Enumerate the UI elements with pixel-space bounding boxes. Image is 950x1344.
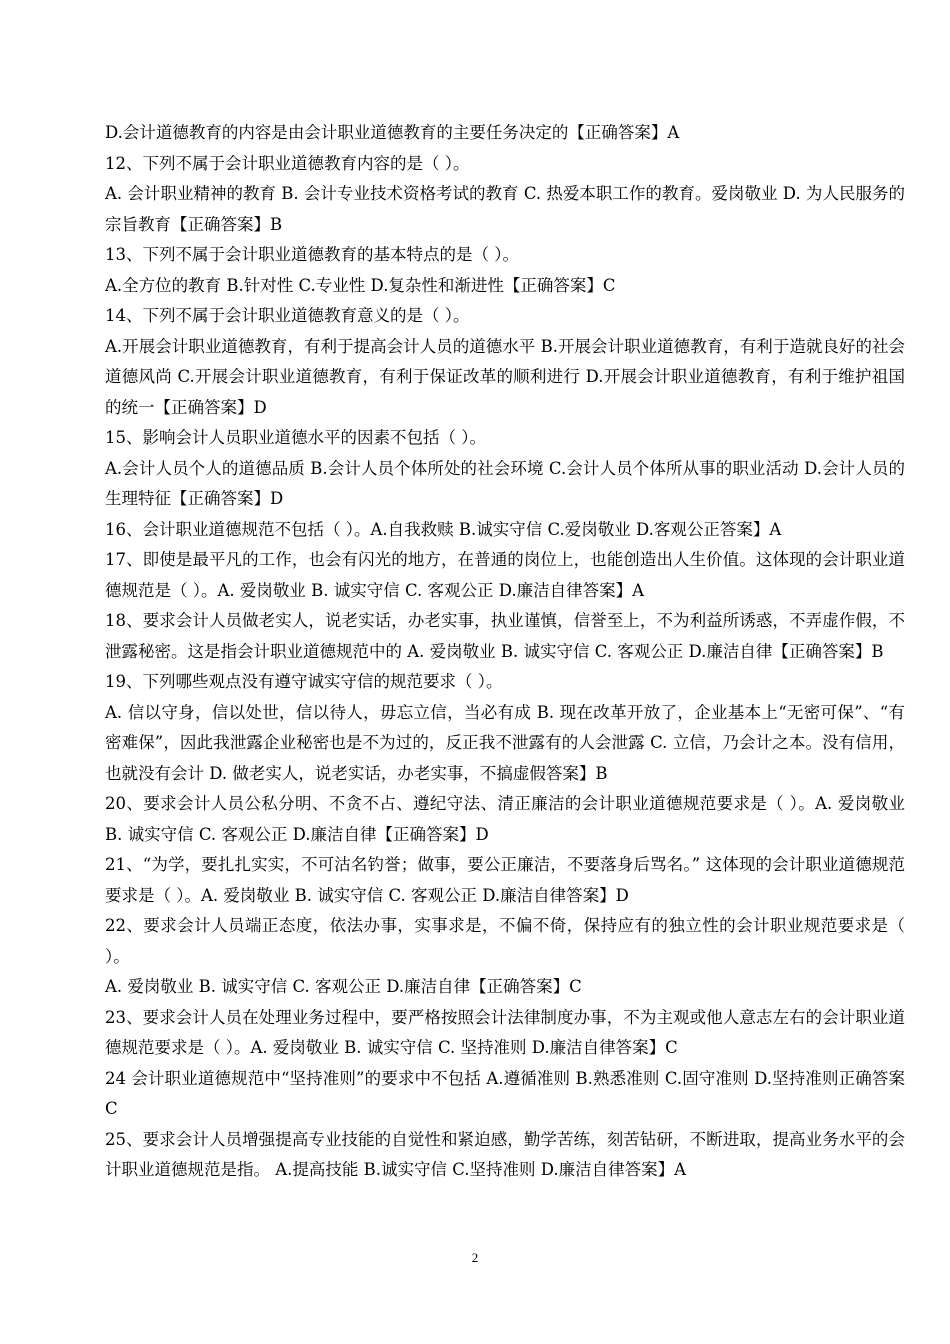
options-12: A. 会计职业精神的教育 B. 会计专业技术资格考试的教育 C. 热爱本职工作的教育。爱岗敬业 D. 为人民服务的宗旨教育【正确答案】B — [105, 184, 905, 234]
question-12: 12、下列不属于会计职业道德教育内容的是（ ）。 — [105, 153, 470, 173]
question-20: 20、要求会计人员公私分明、不贪不占、遵纪守法、清正廉洁的会计职业道德规范要求是（ ）。A. 爱岗敬业 B. 诚实守信 C. 客观公正 D.廉洁自律【正确答案】D — [105, 794, 905, 844]
question-15: 15、影响会计人员职业道德水平的因素不包括（ ）。 — [105, 428, 486, 447]
question-19: 19、下列哪些观点没有遵守诚实守信的规范要求（ ）。 — [105, 672, 503, 691]
options-15: A.会计人员个人的道德品质 B.会计人员个体所处的社会环境 C.会计人员个体所从事的职业活动 D.会计人员的生理特征【正确答案】D — [105, 458, 905, 508]
answer-line: D.会计道德教育的内容是由会计职业道德教育的主要任务决定的【正确答案】A — [105, 123, 680, 142]
options-13: A.全方位的教育 B.针对性 C.专业性 D.复杂性和渐进性【正确答案】C — [105, 275, 616, 295]
question-17: 17、即使是最平凡的工作，也会有闪光的地方，在普通的岗位上，也能创造出人生价值。这体现的会计职业道德规范是（ ）。A. 爱岗敬业 B. 诚实守信 C. 客观公正 D.廉洁自律答案】A — [105, 550, 905, 600]
question-14: 14、下列不属于会计职业道德教育意义的是（ ）。 — [105, 306, 470, 325]
question-23: 23、要求会计人员在处理业务过程中，要严格按照会计法律制度办事，不为主观或他人意志左右的会计职业道德规范要求是（ ）。A. 爱岗敬业 B. 诚实守信 C. 坚持准则 D.廉洁自律答案】C — [105, 1007, 905, 1057]
question-22: 22、要求会计人员端正态度，依法办事，实事求是，不偏不倚，保持应有的独立性的会计职业规范要求是（ ）。 — [105, 916, 905, 966]
question-16: 16、会计职业道德规范不包括（ ）。A.自我救赎 B.诚实守信 C.爱岗敬业 D.客观公正答案】A — [105, 519, 782, 539]
question-25: 25、要求会计人员增强提高专业技能的自觉性和紧迫感，勤学苦练，刻苦钻研，不断进取，提高业务水平的会计职业道德规范是指。 A.提高技能 B.诚实守信 C.坚持准则 D.廉洁自律答案】A — [105, 1129, 905, 1179]
options-22: A. 爱岗敬业 B. 诚实守信 C. 客观公正 D.廉洁自律【正确答案】C — [105, 977, 582, 996]
question-13: 13、下列不属于会计职业道德教育的基本特点的是（ ）。 — [105, 245, 519, 264]
question-24: 24 会计职业道德规范中“坚持准则”的要求中不包括 A.遵循准则 B.熟悉准则 C.固守准则 D.坚持准则正确答案 C — [105, 1068, 905, 1118]
question-21: 21、“为学，要扎扎实实，不可沽名钓誉；做事，要公正廉洁，不要落身后骂名。” 这体现的会计职业道德规范要求是（ ）。A. 爱岗敬业 B. 诚实守信 C. 客观公正 D.廉洁自律答案】D — [105, 855, 905, 905]
question-list — [105, 118, 905, 1186]
options-19: A. 信以守身，信以处世，信以待人，毋忘立信，当必有成 B. 现在改革开放了，企业基本上“无密可保”、“有密难保”，因此我泄露企业秘密也是不为过的，反正我不泄露有的人会泄露 C. 立信，乃会计之本。没有信用，也就没有会计 D. 做老实人，说老实话，办老实事，不搞虚假答案】B — [105, 702, 905, 783]
page-number: 2 — [471, 1250, 479, 1265]
options-14: A.开展会计职业道德教育，有利于提高会计人员的道德水平 B.开展会计职业道德教育，有利于造就良好的社会道德风尚 C.开展会计职业道德教育，有利于保证改革的顺利进行 D.开展会计职业道德教育，有利于维护祖国的统一【正确答案】D — [105, 336, 905, 417]
question-18: 18、要求会计人员做老实人，说老实话，办老实事，执业谨慎，信誉至上，不为利益所诱惑，不弄虚作假，不泄露秘密。这是指会计职业道德规范中的 A. 爱岗敬业 B. 诚实守信 C. 客观公正 D.廉洁自律【正确答案】B — [105, 611, 905, 661]
